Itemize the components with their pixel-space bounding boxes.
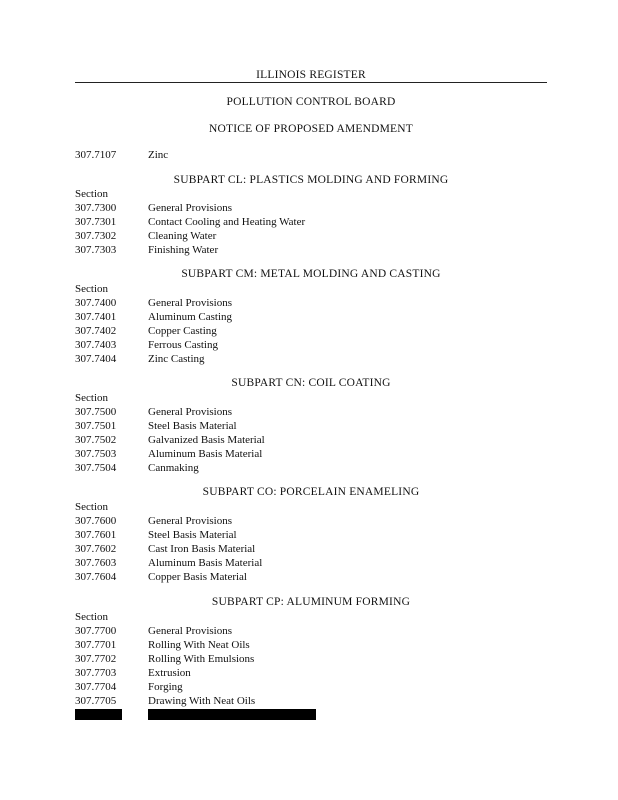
section-number: 307.7300 — [75, 202, 117, 214]
section-number: 307.7705 — [75, 695, 117, 707]
section-title: Contact Cooling and Heating Water — [148, 216, 306, 228]
section-title: Steel Basis Material — [148, 420, 237, 432]
subpart-heading: SUBPART CN: COIL COATING — [231, 377, 391, 389]
section-title: General Provisions — [148, 202, 233, 214]
section-number: 307.7701 — [75, 639, 117, 651]
section-number: 307.7700 — [75, 625, 117, 637]
section-title: Finishing Water — [148, 244, 219, 256]
section-title: General Provisions — [148, 515, 233, 527]
section-number: 307.7500 — [75, 406, 117, 418]
header-rule — [75, 82, 547, 83]
section-title: Cast Iron Basis Material — [148, 543, 256, 555]
section-number: 307.7403 — [75, 339, 117, 351]
section-label: Section — [75, 611, 108, 623]
subpart-heading: SUBPART CM: METAL MOLDING AND CASTING — [181, 268, 441, 280]
section-number: 307.7703 — [75, 667, 117, 679]
section-title: General Provisions — [148, 625, 233, 637]
subpart-heading: SUBPART CL: PLASTICS MOLDING AND FORMING — [173, 174, 449, 186]
section-number: 307.7504 — [75, 462, 117, 474]
section-number: 307.7404 — [75, 353, 117, 365]
section-number: 307.7702 — [75, 653, 117, 665]
section-number: 307.7107 — [75, 149, 117, 161]
section-number: 307.7402 — [75, 325, 117, 337]
section-label: Section — [75, 283, 108, 295]
section-title: General Provisions — [148, 406, 233, 418]
section-number: 307.7501 — [75, 420, 117, 432]
section-title: Rolling With Emulsions — [148, 653, 255, 665]
section-title: Zinc — [148, 149, 169, 161]
section-number: 307.7601 — [75, 529, 117, 541]
redaction-bar-title — [148, 709, 316, 720]
subpart-heading: SUBPART CO: PORCELAIN ENAMELING — [202, 486, 420, 498]
section-number: 307.7604 — [75, 571, 117, 583]
section-number: 307.7400 — [75, 297, 117, 309]
section-title: Galvanized Basis Material — [148, 434, 265, 446]
section-title: Copper Basis Material — [148, 571, 247, 583]
section-title: Aluminum Basis Material — [148, 448, 263, 460]
section-title: General Provisions — [148, 297, 233, 309]
section-title: Extrusion — [148, 667, 191, 679]
register-header: ILLINOIS REGISTER — [256, 69, 366, 81]
section-title: Cleaning Water — [148, 230, 217, 242]
section-number: 307.7704 — [75, 681, 117, 693]
section-label: Section — [75, 188, 108, 200]
section-number: 307.7602 — [75, 543, 117, 555]
section-number: 307.7600 — [75, 515, 117, 527]
agency-title: POLLUTION CONTROL BOARD — [226, 96, 396, 108]
section-title: Canmaking — [148, 462, 199, 474]
subpart-heading: SUBPART CP: ALUMINUM FORMING — [211, 596, 411, 608]
section-title: Rolling With Neat Oils — [148, 639, 250, 651]
section-number: 307.7503 — [75, 448, 117, 460]
section-number: 307.7401 — [75, 311, 117, 323]
section-number: 307.7502 — [75, 434, 117, 446]
section-label: Section — [75, 501, 108, 513]
section-title: Drawing With Neat Oils — [148, 695, 256, 707]
section-title: Ferrous Casting — [148, 339, 218, 351]
section-title: Aluminum Casting — [148, 311, 233, 323]
section-title: Aluminum Basis Material — [148, 557, 263, 569]
section-title: Zinc Casting — [148, 353, 205, 365]
section-title: Forging — [148, 681, 183, 693]
section-label: Section — [75, 392, 108, 404]
section-number: 307.7302 — [75, 230, 117, 242]
section-number: 307.7301 — [75, 216, 117, 228]
redaction-bar-number — [75, 709, 122, 720]
section-number: 307.7303 — [75, 244, 117, 256]
section-number: 307.7603 — [75, 557, 117, 569]
section-title: Copper Casting — [148, 325, 217, 337]
section-title: Steel Basis Material — [148, 529, 237, 541]
notice-title: NOTICE OF PROPOSED AMENDMENT — [209, 123, 413, 135]
